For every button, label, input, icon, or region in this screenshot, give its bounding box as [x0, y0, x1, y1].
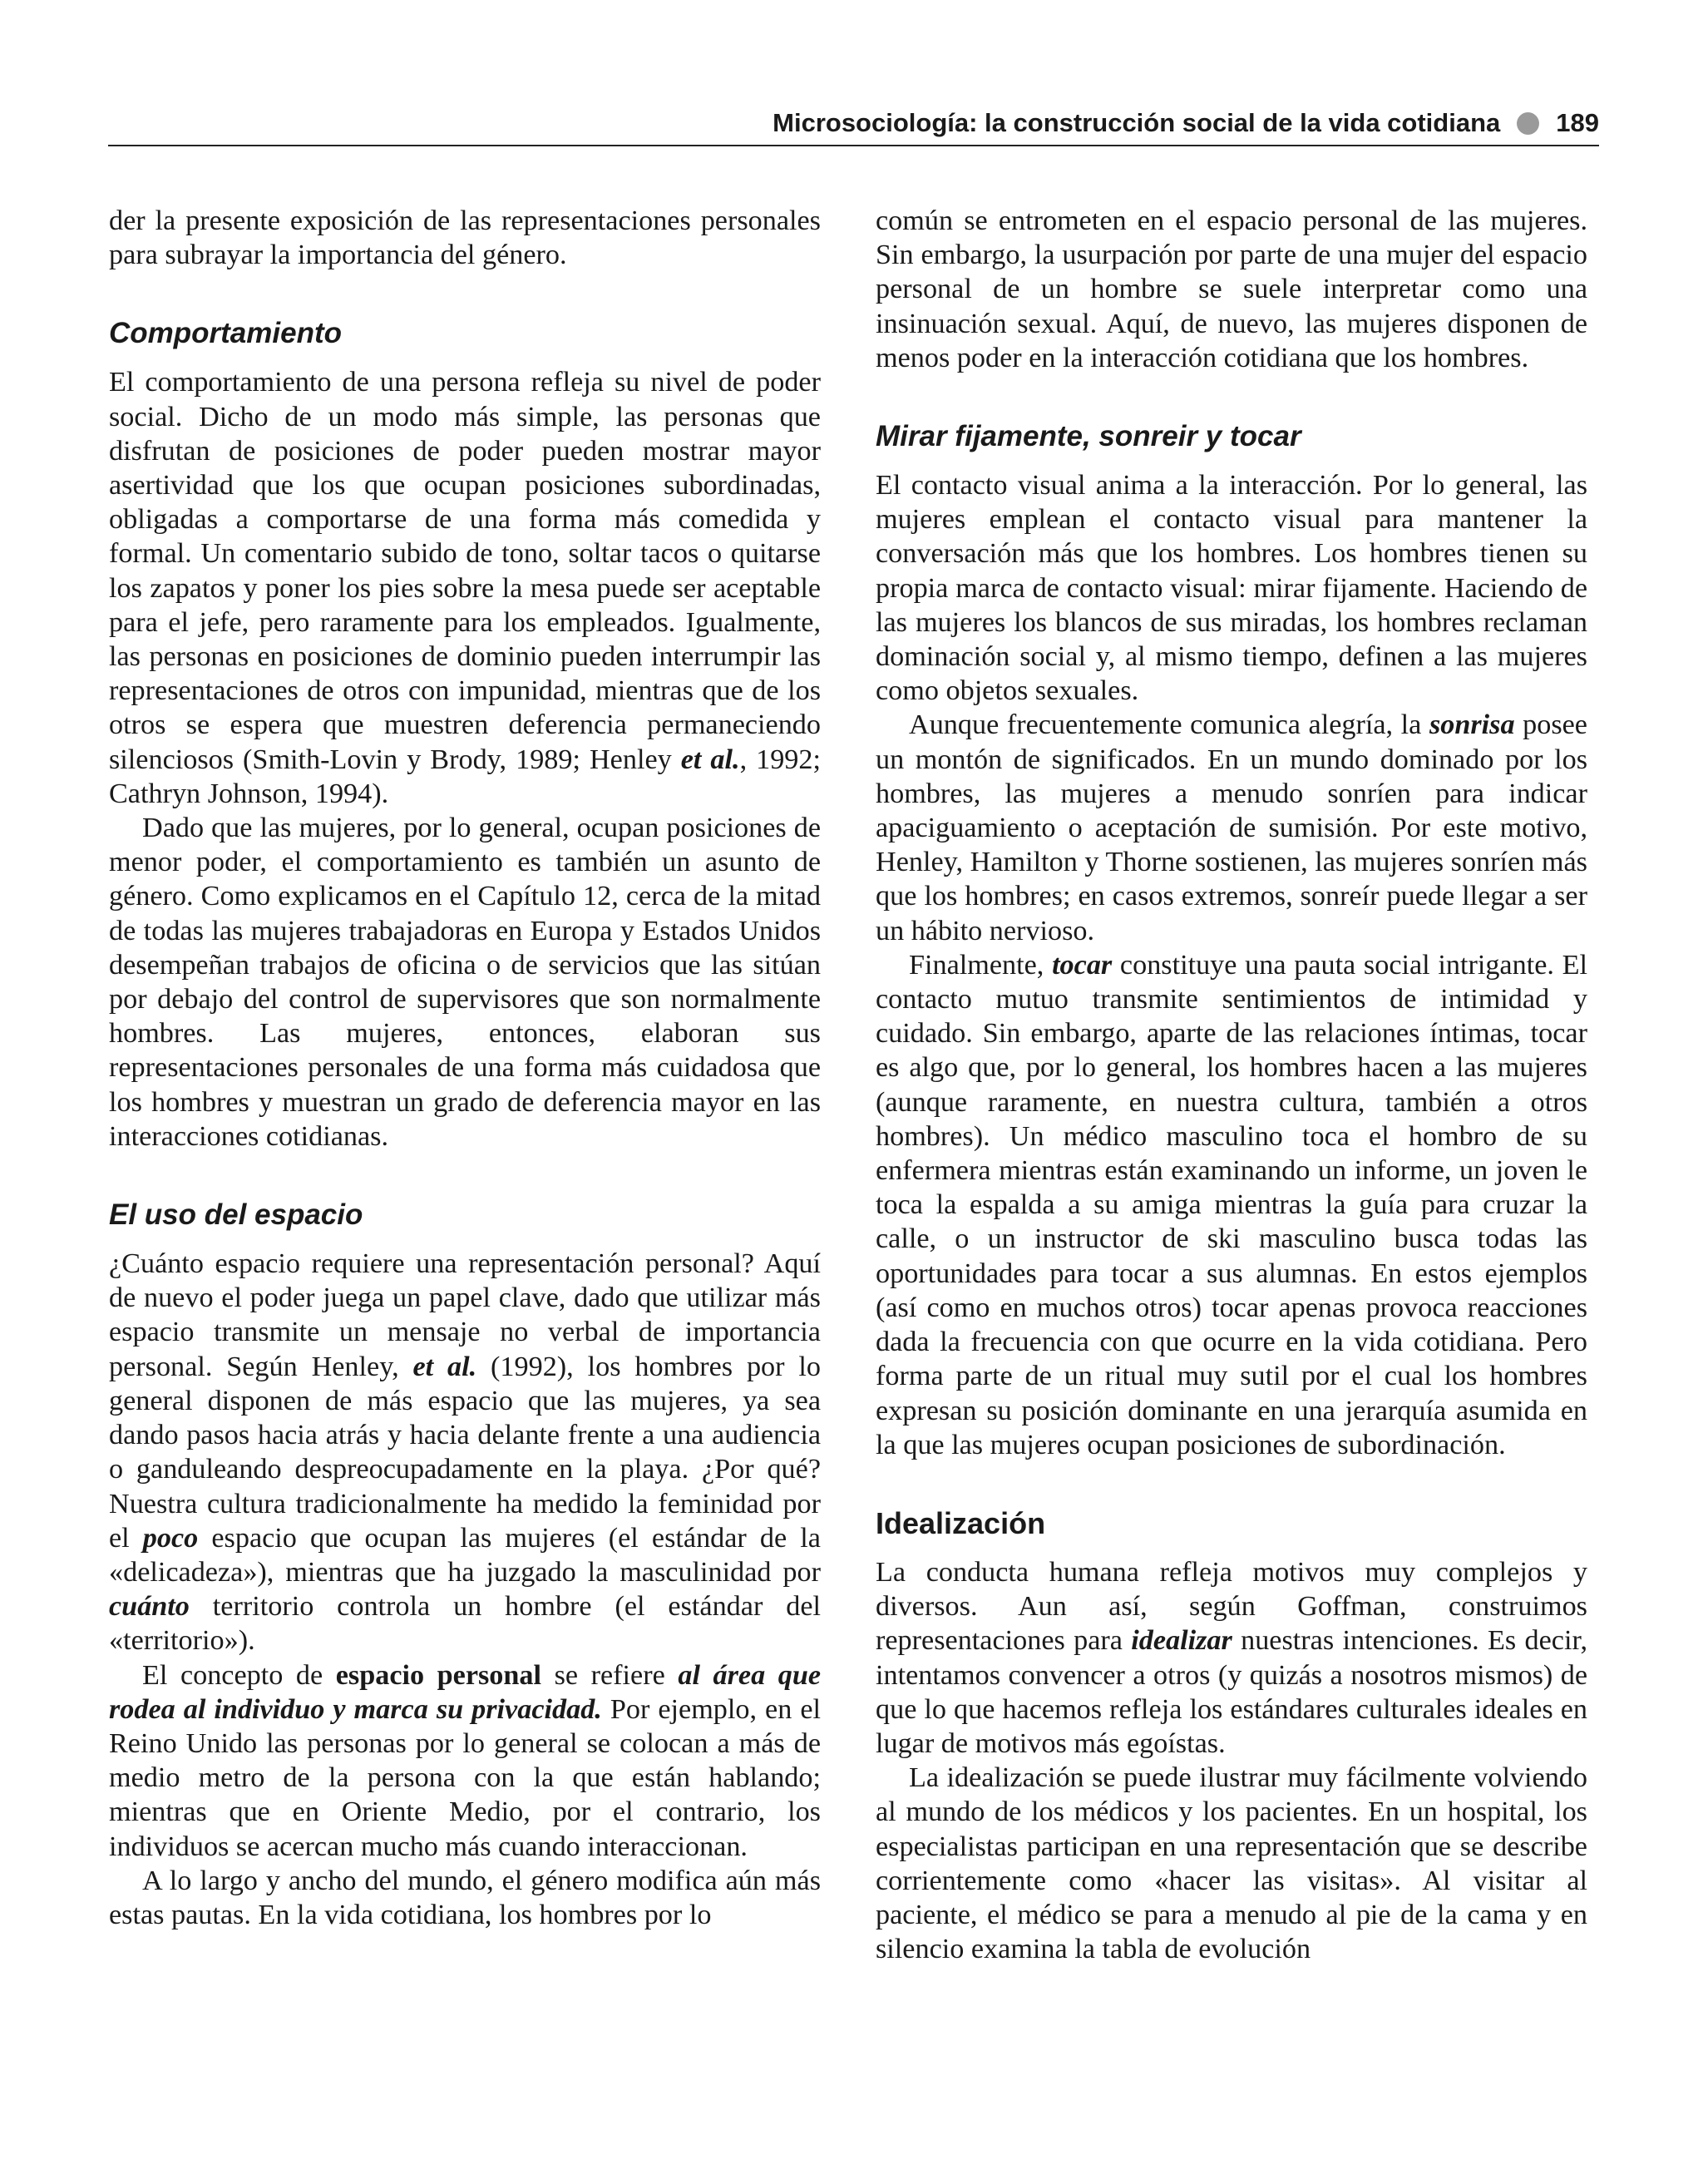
- emphasis-et-al: et al.: [680, 744, 740, 775]
- paragraph: común se entrometen en el espacio personal de las mujeres. Sin embargo, la usurpación por parte de una mujer del espacio personal de un hombre se suele interpretar como una insinuación sexual. Aquí, de nuevo, las mujeres disponen de menos poder en la interacción cotidiana que los hombres.: [876, 205, 1587, 373]
- paragraph: Aunque frecuentemente comunica alegría, la sonrisa posee un montón de significados. En un mundo dominado por los hombres, las mujeres a menudo sonríen para indicar apaciguamiento o aceptación de sumisión. Por este motivo, Henley, Hamilton y Thorne sostienen, las mujeres sonríen más que los hombres; en casos extremos, sonreír puede llegar a ser un hábito nervioso.: [876, 709, 1587, 946]
- section-heading-uso-del-espacio: El uso del espacio: [109, 1198, 363, 1232]
- paragraph: der la presente exposición de las representaciones personales para subrayar la importancia del género.: [109, 205, 821, 271]
- right-column: [876, 204, 1587, 1966]
- key-term-definition: al área que rodea al individuo y marca su privacidad.: [109, 1659, 822, 1725]
- emphasis-sonrisa: sonrisa: [1429, 709, 1515, 741]
- left-column: [109, 204, 821, 1932]
- emphasis-cuanto: cuánto: [109, 1591, 190, 1623]
- running-header: [108, 103, 1599, 146]
- key-term-espacio-personal: espacio personal: [335, 1659, 542, 1691]
- page-number: 189: [1556, 108, 1599, 137]
- key-term-idealizar: idealizar: [1131, 1625, 1232, 1657]
- running-header-title: Microsociología: la construcción social de la vida cotidiana: [773, 108, 1501, 137]
- paragraph: El contacto visual anima a la interacción. Por lo general, las mujeres emplean el contacto visual para mantener la conversación más que los hombres. Los hombres tienen su propia marca de contacto visual: mirar fijamente. Haciendo de las mujeres los blancos de sus miradas, los hombres reclaman dominación social y, al mismo tiempo, definen a las mujeres como objetos sexuales.: [876, 470, 1587, 707]
- emphasis-et-al: et al.: [412, 1351, 477, 1382]
- paragraph: Dado que las mujeres, por lo general, ocupan posiciones de menor poder, el comportamiento es también un asunto de género. Como explicamos en el Capítulo 12, cerca de la mitad de todas las mujeres trabajadoras en Europa y Estados Unidos desempeñan trabajos de oficina o de servicios que las sitúan por debajo del control de supervisores que son normalmente hombres. Las mujeres, entonces, elaboran sus representaciones personales de una forma más cuidadosa que los hombres y muestran un grado de deferencia mayor en las interacciones cotidianas.: [109, 813, 821, 1152]
- section-heading-mirar-fijamente: Mirar fijamente, sonreir y tocar: [876, 420, 1301, 453]
- emphasis-tocar: tocar: [1052, 949, 1113, 981]
- bullet-dot-icon: [1517, 112, 1539, 135]
- emphasis-poco: poco: [142, 1522, 199, 1554]
- paragraph: La idealización se puede ilustrar muy fácilmente volviendo al mundo de los médicos y los pacientes. En un hospital, los especialistas participan en una representación que se describe corrientemente como «hacer las visitas». Al visitar al paciente, el médico se para a menudo al pie de la cama y en silencio examina la tabla de evolución: [876, 1762, 1587, 1965]
- paragraph: La conducta humana refleja motivos muy complejos y diversos. Aun así, según Goffman, construimos representaciones para idealizar nuestras intenciones. Es decir, intentamos convencer a otros (y quizás a nosotros mismos) de que lo que hacemos refleja los estándares culturales ideales en lugar de motivos más egoístas.: [876, 1556, 1588, 1759]
- paragraph: El concepto de espacio personal se refiere al área que rodea al individuo y marca su privacidad. Por ejemplo, en el Reino Unido las personas por lo general se colocan a más de medio metro de la persona con la que están hablando; mientras que en Oriente Medio, por el contrario, los individuos se acercan mucho más cuando interaccionan.: [109, 1659, 822, 1862]
- section-heading-comportamiento: Comportamiento: [109, 317, 342, 350]
- paragraph: ¿Cuánto espacio requiere una representación personal? Aquí de nuevo el poder juega un papel clave, dado que utilizar más espacio transmite un mensaje no verbal de importancia personal. Según Henley, et al. (1992), los hombres por lo general disponen de más espacio que las mujeres, ya sea dando pasos hacia atrás y hacia delante frente a una audiencia o ganduleando despreocupadamente en la playa. ¿Por qué? Nuestra cultura tradicionalmente ha medido la feminidad por el poco espacio que ocupan las mujeres (el estándar de la «delicadeza»), mientras que ha juzgado la masculinidad por cuánto territorio controla un hombre (el estándar del «territorio»).: [109, 1248, 821, 1657]
- paragraph: A lo largo y ancho del mundo, el género modifica aún más estas pautas. En la vida cotidiana, los hombres por lo: [109, 1865, 821, 1930]
- paragraph: El comportamiento de una persona refleja su nivel de poder social. Dicho de un modo más simple, las personas que disfrutan de posiciones de poder pueden mostrar mayor asertividad que los que ocupan posiciones subordinadas, obligadas a comportarse de una forma más comedida y formal. Un comentario subido de tono, soltar tacos o quitarse los zapatos y poner los pies sobre la mesa puede ser aceptable para el jefe, pero raramente para los empleados. Igualmente, las personas en posiciones de dominio pueden interrumpir las representaciones de otros con impunidad, mientras que de los otros se espera que muestren deferencia permaneciendo silenciosos (Smith-Lovin y Brody, 1989; Henley et al., 1992; Cathryn Johnson, 1994).: [109, 367, 821, 809]
- paragraph: Finalmente, tocar constituye una pauta social intrigante. El contacto mutuo transmite sentimientos de intimidad y cuidado. Sin embargo, aparte de las relaciones íntimas, tocar es algo que, por lo general, los hombres hacen a las mujeres (aunque raramente, en nuestra cultura, también a otros hombres). Un médico masculino toca el hombro de su enfermera mientras están examinando un informe, un joven le toca la espalda a su amiga mientras la guía para cruzar la calle, o un instructor de ski masculino busca todas las oportunidades para tocar a sus alumnas. En estos ejemplos (así como en muchos otros) tocar apenas provoca reacciones dada la frecuencia con que ocurre en la vida cotidiana. Pero forma parte de un ritual muy sutil por el cual los hombres expresan su posición dominante en una jerarquía asumida en la que las mujeres ocupan posiciones de subordinación.: [876, 949, 1587, 1460]
- section-heading-idealizacion: Idealización: [876, 1505, 1046, 1540]
